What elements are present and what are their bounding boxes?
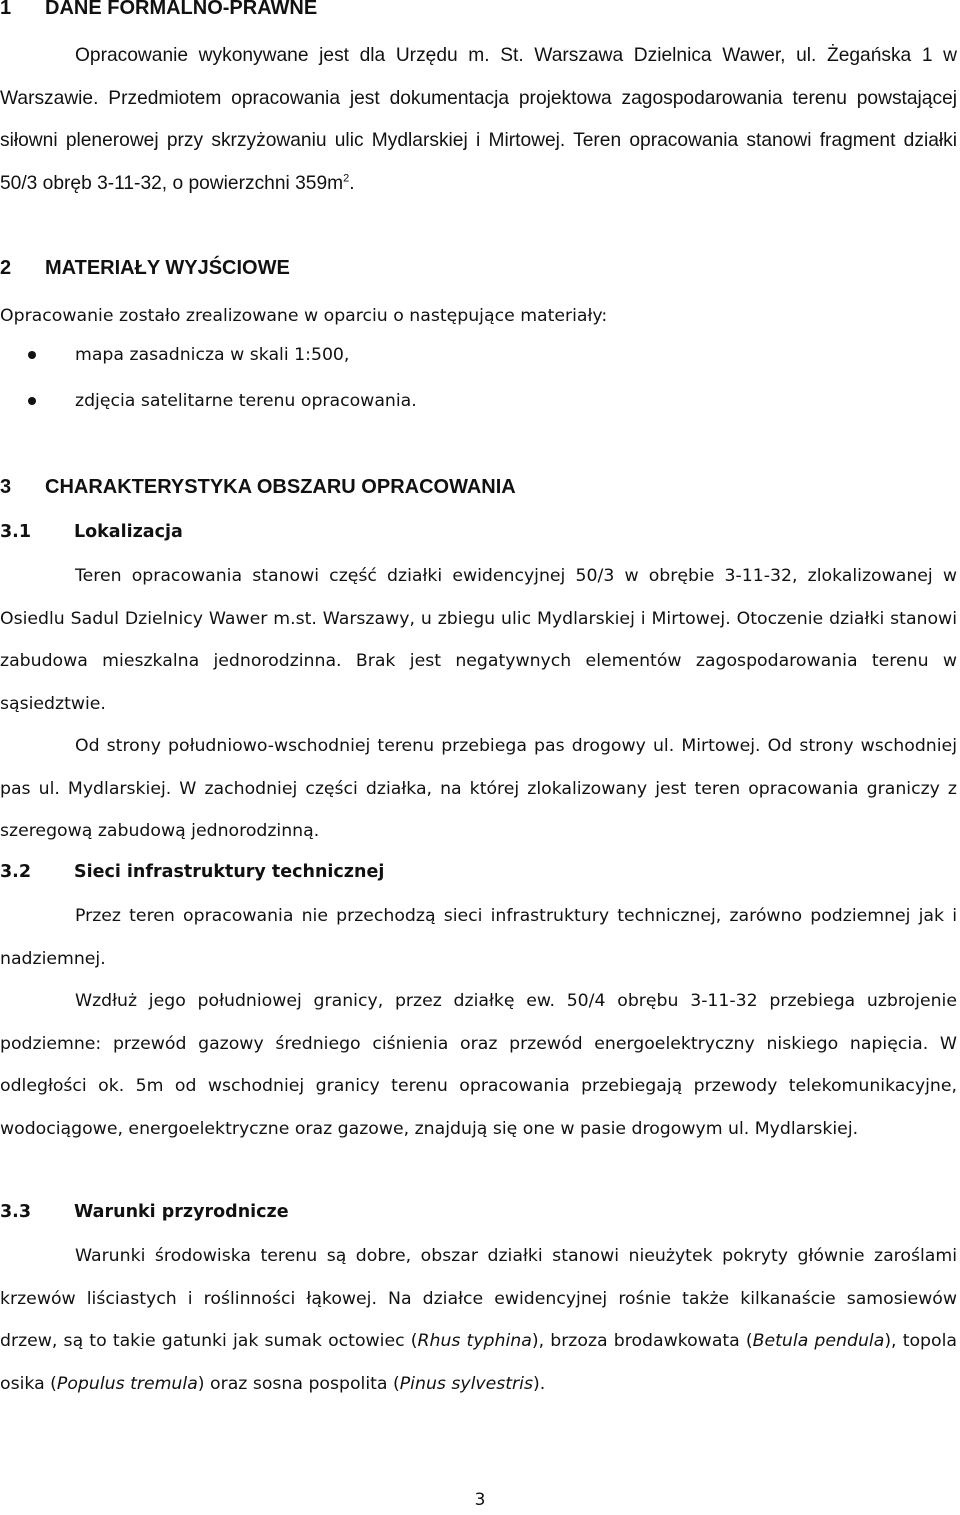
section-3-heading — [0, 476, 516, 499]
section-number: 3 — [0, 476, 12, 498]
paragraph-text: ), topola osika ( — [0, 1331, 957, 1394]
page-number: 3 — [474, 1490, 486, 1510]
latin-name: Betula pendula — [752, 1331, 885, 1351]
subsection-title: Lokalizacja — [74, 522, 183, 542]
subsection-number: 3.1 — [0, 522, 32, 542]
bullet-icon — [28, 397, 36, 405]
subsection-title: Sieci infrastruktury technicznej — [74, 862, 385, 882]
section-title: MATERIAŁY WYJŚCIOWE — [45, 257, 290, 279]
section-1-heading — [0, 0, 317, 20]
list-item-text: mapa zasadnicza w skali 1:500, — [75, 345, 350, 365]
paragraph-text: ), brzoza brodawkowata ( — [531, 1331, 753, 1351]
latin-name: Populus tremula — [56, 1373, 198, 1394]
subsection-3-1-heading — [0, 522, 183, 542]
paragraph-end: . — [349, 172, 355, 194]
subsection-3-1-paragraph-1: Teren opracowania stanowi część działki ewidencyjnej 50/3 w obrębie 3-11-32, zlokalizowanej w Osiedlu Sadul Dzielnicy Wawer m.st. Warszawy, u zbiegu ulic Mydlarskiej i Mirtowej. Otoczenie działki stanowi zabudowa mieszkalna jednorodzinna. Brak jest negatywnych elementów zagospodarowania terenu w sąsiedztwie. — [0, 566, 957, 714]
list-item-text: zdjęcia satelitarne terenu opracowania. — [75, 391, 417, 411]
subsection-3-2-heading — [0, 862, 384, 882]
section-title: DANE FORMALNO-PRAWNE — [45, 0, 318, 19]
subsection-number: 3.3 — [0, 1202, 32, 1222]
subsection-3-2-paragraph-1: Przez teren opracowania nie przechodzą sieci infrastruktury technicznej, zarówno podziemnej jak i nadziemnej. — [0, 906, 957, 969]
latin-name: Rhus typhina — [417, 1331, 532, 1351]
latin-name: Pinus sylvestris — [399, 1373, 533, 1394]
section-2-heading — [0, 257, 290, 280]
subsection-3-2-paragraph-2: Wzdłuż jego południowej granicy, przez działkę ew. 50/4 obrębu 3-11-32 przebiega uzbrojenie podziemne: przewód gazowy średniego ciśnienia oraz przewód energoelektryczny niskiego napięcia. W odległości ok. 5m od wschodniej granicy terenu opracowania przebiegają przewody telekomunikacyjne, wodociągowe, energoelektryczne oraz gazowe, znajdują się one w pasie drogowym ul. Mydlarskiej. — [0, 991, 957, 1139]
section-title: CHARAKTERYSTYKA OBSZARU OPRACOWANIA — [45, 476, 516, 498]
paragraph-text: Opracowanie wykonywane jest dla Urzędu m. St. Warszawa Dzielnica Wawer, ul. Żegańska 1 w Warszawie. Przedmiotem opracowania jest dokumentacja projektowa zagospodarowania terenu powstającej siłowni plenerowej przy skrzyżowaniu ulic Mydlarskiej i Mirtowej. Teren opracowania stanowi fragment działki 50/3 obręb 3-11-32, o powierzchni 359m — [0, 45, 957, 194]
section-number: 1 — [0, 0, 12, 19]
subsection-3-3-paragraph — [0, 1235, 957, 1405]
section-number: 2 — [0, 257, 12, 279]
paragraph-text: Warunki środowiska terenu są dobre, obszar działki stanowi nieużytek pokryty głównie zaroślami krzewów liściastych i roślinności łąkowej. Na działce ewidencyjnej rośnie także kilkanaście samosiewów drzew, są to takie gatunki jak sumak octowiec ( — [0, 1246, 957, 1351]
superscript: 2 — [343, 172, 350, 185]
subsection-3-3-heading — [0, 1202, 289, 1222]
paragraph-text: ) oraz sosna pospolita ( — [197, 1373, 400, 1394]
paragraph-text: ). — [532, 1373, 546, 1394]
list-item — [0, 332, 417, 378]
list-item — [0, 378, 417, 424]
bullet-icon — [28, 351, 36, 359]
subsection-title: Warunki przyrodnicze — [74, 1202, 289, 1222]
subsection-3-1-paragraph-2: Od strony południowo-wschodniej terenu przebiega pas drogowy ul. Mirtowej. Od strony wschodniej pas ul. Mydlarskiej. W zachodniej części działka, na której zlokalizowany jest teren opracowania graniczy z szeregową zabudową jednorodzinną. — [0, 736, 957, 841]
subsection-number: 3.2 — [0, 862, 32, 882]
materials-list — [0, 332, 417, 424]
section-2-intro: Opracowanie zostało zrealizowane w oparciu o następujące materiały: — [0, 306, 608, 326]
section-1-paragraph — [0, 35, 957, 205]
